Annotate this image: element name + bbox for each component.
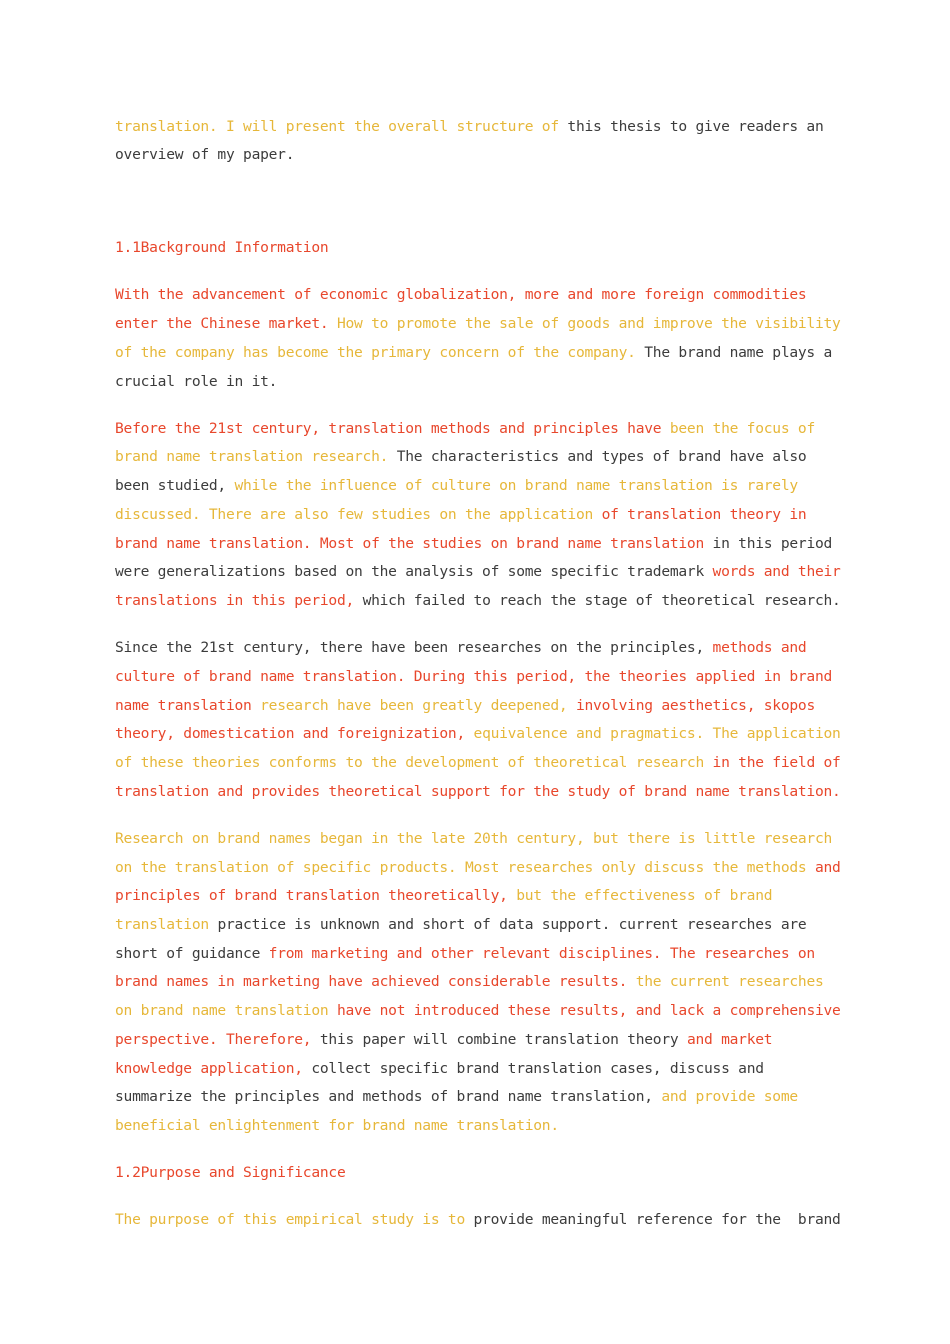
paragraph-line [115, 372, 277, 392]
text-run: translation. I will present the overall structure of [115, 118, 568, 135]
text-run: provide meaningful reference for the brand [473, 1211, 841, 1228]
paragraph-line [115, 829, 832, 849]
paragraph-line [115, 145, 294, 165]
paragraph-line [115, 505, 806, 525]
text-run: words and their [712, 563, 841, 580]
paragraph-line [115, 782, 841, 802]
text-run: and provide some [661, 1088, 798, 1105]
text-run: discussed. There are also few studies on the application [115, 506, 602, 523]
text-run: in the field of [712, 754, 841, 771]
paragraph-line [115, 117, 824, 137]
text-run: been the focus of [669, 420, 815, 437]
text-run: brand name translation research. [115, 448, 397, 465]
text-run: been studied, [115, 477, 235, 494]
text-run: in this period [712, 535, 833, 552]
text-run: summarize the principles and methods of brand name translation, [115, 1088, 662, 1105]
text-run: overview of my paper. [115, 146, 295, 163]
paragraph-line [115, 476, 798, 496]
text-run: How to promote the sale of goods and improve the visibility [336, 315, 841, 332]
text-run: and [814, 859, 841, 876]
paragraph-line [115, 285, 806, 305]
paragraph-line [115, 419, 815, 439]
paragraph-line [115, 972, 824, 992]
text-run: but the effectiveness of brand [516, 887, 773, 904]
paragraph-line [115, 915, 806, 935]
paragraph-line [115, 667, 832, 687]
paragraph-line [115, 343, 832, 363]
text-run: translation [115, 916, 218, 933]
text-run: of these theories conforms to the development of theoretical research [115, 754, 713, 771]
text-run: which failed to reach the stage of theoretical research. [362, 592, 841, 609]
text-run: 1.2Purpose and Significance [115, 1164, 346, 1181]
paragraph-line [115, 858, 841, 878]
text-run: involving aesthetics, skopos [575, 697, 815, 714]
text-run: practice is unknown and short of data support. current researches are [217, 916, 807, 933]
text-run: principles of brand translation theoretically, [115, 887, 517, 904]
text-run: 1.1Background Information [115, 239, 329, 256]
text-run: equivalence and pragmatics. The application [473, 725, 841, 742]
paragraph-line [115, 886, 772, 906]
text-run: and market [686, 1031, 773, 1048]
text-run: culture of brand name translation. During this period, the theories applied in brand [115, 668, 833, 685]
text-run: Since the 21st century, there have been researches on the principles, [115, 639, 713, 656]
text-run: were generalizations based on the analysis of some specific trademark [115, 563, 713, 580]
text-run: while the influence of culture on brand name translation is rarely [234, 477, 798, 494]
text-run: crucial role in it. [115, 373, 278, 390]
text-run: Research on brand names began in the late 20th century, but there is little research [115, 830, 833, 847]
text-run: translation and provides theoretical support for the study of brand name translation. [115, 783, 841, 800]
paragraph-line [115, 638, 806, 658]
text-run: theory, domestication and foreignization, [115, 725, 474, 742]
text-run: this thesis to give readers an [567, 118, 824, 135]
text-run: knowledge application, [115, 1060, 312, 1077]
text-run: the current researches [635, 973, 824, 990]
text-run: The characteristics and types of brand have also [396, 448, 807, 465]
paragraph-line [115, 724, 841, 744]
text-run: beneficial enlightenment for brand name translation. [115, 1117, 559, 1134]
paragraph-line [115, 1030, 772, 1050]
text-run: on the translation of specific products. Most researches only discuss the methods [115, 859, 815, 876]
section-heading-background [115, 238, 328, 258]
text-run: have not introduced these results, and lack a comprehensive [336, 1002, 841, 1019]
paragraph-line [115, 591, 841, 611]
paragraph-line [115, 534, 832, 554]
text-run: of the company has become the primary concern of the company. [115, 344, 645, 361]
paragraph-line [115, 944, 815, 964]
text-run: perspective. Therefore, [115, 1031, 320, 1048]
paragraph-line [115, 753, 841, 773]
text-run: research have been greatly deepened, [260, 697, 576, 714]
paragraph-line [115, 447, 806, 467]
text-run: enter the Chinese market. [115, 315, 337, 332]
paragraph-line [115, 1116, 559, 1136]
text-run: from marketing and other relevant disciplines. The researches on [268, 945, 815, 962]
paragraph-line [115, 1210, 841, 1230]
text-run: collect specific brand translation cases, discuss and [311, 1060, 764, 1077]
text-run: of translation theory in [601, 506, 807, 523]
text-run: The purpose of this empirical study is to [115, 1211, 474, 1228]
text-run: Before the 21st century, translation methods and principles have [115, 420, 670, 437]
paragraph-line [115, 696, 815, 716]
paragraph-line [115, 1059, 764, 1079]
text-run: methods and [712, 639, 807, 656]
text-run: The brand name plays a [644, 344, 833, 361]
text-run: translations in this period, [115, 592, 363, 609]
paragraph-line [115, 1087, 798, 1107]
section-heading-purpose [115, 1163, 345, 1183]
text-run: name translation [115, 697, 261, 714]
paragraph-line [115, 1001, 841, 1021]
text-run: brand names in marketing have achieved considerable results. [115, 973, 636, 990]
paragraph-line [115, 562, 841, 582]
text-run: on brand name translation [115, 1002, 337, 1019]
text-run: brand name translation. Most of the studies on brand name translation [115, 535, 713, 552]
text-run: short of guidance [115, 945, 269, 962]
text-run: this paper will combine translation theory [319, 1031, 687, 1048]
paragraph-line [115, 314, 841, 334]
text-run: With the advancement of economic globalization, more and more foreign commodities [115, 286, 807, 303]
